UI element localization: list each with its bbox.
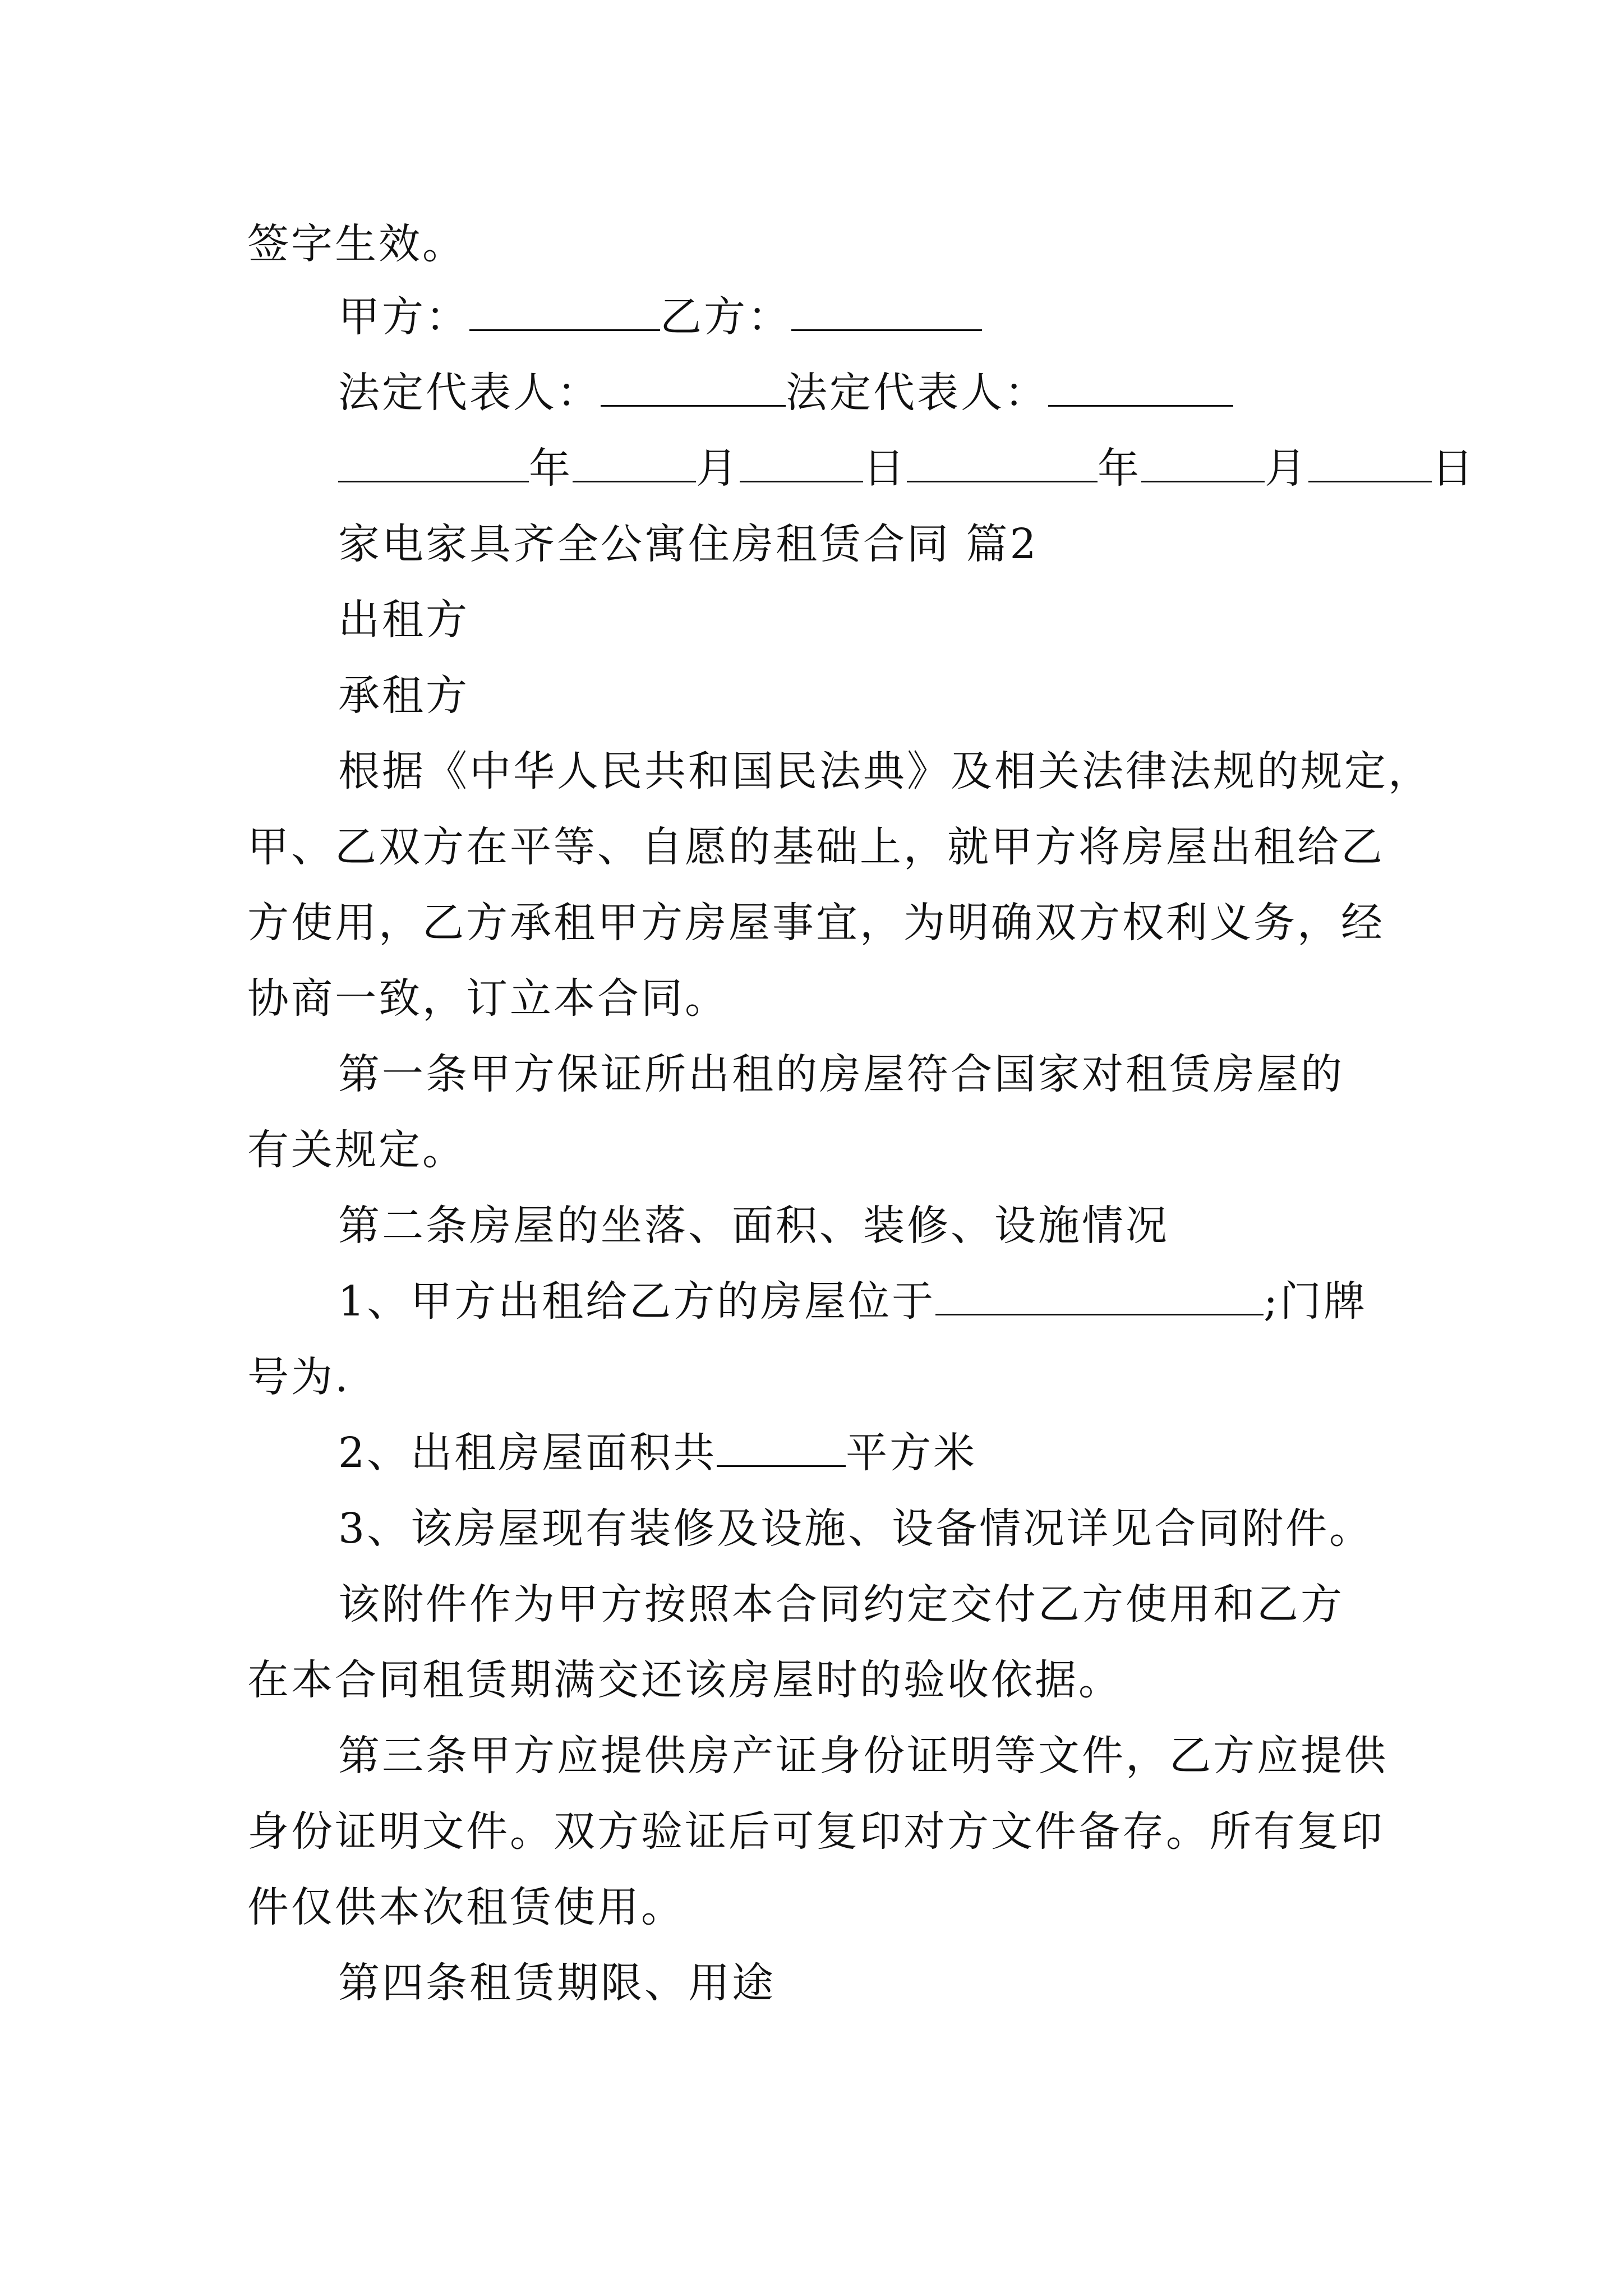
party-a-label: 甲方：: [338, 293, 469, 341]
intro-text-1: 根据《中华人民共和国民法典》及相关法律法规的规定，: [338, 747, 1432, 795]
intro-text-2: 甲、乙双方在平等、自愿的基础上，就甲方将房屋出租给乙: [247, 823, 1385, 871]
area-blank: [717, 1426, 846, 1467]
article-3-text-3: 件仅供本次租赁使用。: [247, 1883, 685, 1931]
lessor-line: [0, 583, 1623, 656]
legal-rep-b-blank: [1048, 366, 1233, 407]
article-2-item-3: [0, 1492, 1623, 1565]
article-3-text-1: 第三条甲方应提供房产证身份证明等文件，乙方应提供: [338, 1732, 1388, 1780]
article-2-item-1-line-2: [0, 1341, 1623, 1414]
article-1-line-2: [0, 1114, 1623, 1186]
attachment-text-2: 在本合同租赁期满交还该房屋时的验收依据。: [247, 1656, 1122, 1704]
area-label: 2、出租房屋面积共: [338, 1429, 717, 1477]
attachment-paragraph-line-2: [0, 1644, 1623, 1717]
article-2-title-text: 第二条房屋的坐落、面积、装修、设施情况: [338, 1202, 1169, 1250]
article-1-text-1: 第一条甲方保证所出租的房屋符合国家对租赁房屋的: [338, 1050, 1344, 1098]
party-b-label: 乙方：: [660, 293, 791, 341]
month-a-blank: [573, 441, 696, 482]
article-4-title: [0, 1947, 1623, 2019]
year-a-label: 年: [529, 444, 573, 493]
article-2-title: [0, 1189, 1623, 1262]
day-a-blank: [740, 441, 863, 482]
legal-rep-a-label: 法定代表人：: [338, 369, 601, 417]
signature-parties-line: [0, 280, 1623, 353]
article-3-line-3: [0, 1871, 1623, 1944]
month-a-label: 月: [696, 444, 740, 493]
lessor-label: 出租方: [338, 596, 469, 644]
day-b-blank: [1308, 441, 1432, 482]
intro-text-4: 协商一致，订立本合同。: [247, 974, 728, 1023]
location-blank: [935, 1274, 1264, 1315]
legal-rep-a-blank: [601, 366, 786, 407]
article-4-title-text: 第四条租赁期限、用途: [338, 1959, 776, 2007]
title-text: 家电家具齐全公寓住房租赁合同 篇2: [338, 520, 1039, 568]
party-b-blank: [791, 290, 982, 331]
lessee-line: [0, 659, 1623, 732]
year-b-blank: [907, 441, 1098, 482]
area-unit: 平方米: [846, 1429, 978, 1477]
location-label: 1、甲方出租给乙方的房屋位于: [338, 1277, 936, 1326]
document-title: [0, 508, 1623, 581]
intro-paragraph-line-1: [0, 735, 1623, 808]
intro-paragraph-line-2: [0, 811, 1623, 884]
party-a-blank: [469, 290, 660, 331]
door-number-text: 号为.: [247, 1353, 351, 1401]
article-1-text-2: 有关规定。: [247, 1126, 466, 1174]
closing-line: [0, 208, 1623, 280]
article-2-item-2: [0, 1416, 1623, 1489]
month-b-blank: [1141, 441, 1265, 482]
article-1-line-1: [0, 1038, 1623, 1111]
day-a-label: 日: [863, 444, 907, 493]
legal-rep-b-label: 法定代表人：: [786, 369, 1048, 417]
intro-paragraph-line-4: [0, 962, 1623, 1035]
article-3-text-2: 身份证明文件。双方验证后可复印对方文件备存。所有复印: [247, 1807, 1385, 1856]
article-2-item-3-text: 3、该房屋现有装修及设施、设备情况详见合同附件。: [338, 1504, 1373, 1553]
attachment-paragraph-line-1: [0, 1568, 1623, 1641]
intro-paragraph-line-3: [0, 886, 1623, 959]
day-b-label: 日: [1432, 444, 1476, 493]
door-number-label: ;门牌: [1264, 1277, 1368, 1326]
year-a-blank: [338, 441, 529, 482]
intro-text-3: 方使用，乙方承租甲方房屋事宜，为明确双方权利义务，经: [247, 899, 1385, 947]
attachment-text-1: 该附件作为甲方按照本合同约定交付乙方使用和乙方: [338, 1580, 1344, 1628]
month-b-label: 月: [1265, 444, 1308, 493]
article-3-line-1: [0, 1719, 1623, 1792]
year-b-label: 年: [1098, 444, 1141, 493]
date-line: [0, 432, 1623, 505]
article-2-item-1-line-1: [0, 1265, 1623, 1338]
lessee-label: 承租方: [338, 671, 469, 720]
legal-rep-line: [0, 356, 1623, 429]
closing-text: 签字生效。: [247, 220, 466, 268]
article-3-line-2: [0, 1795, 1623, 1868]
